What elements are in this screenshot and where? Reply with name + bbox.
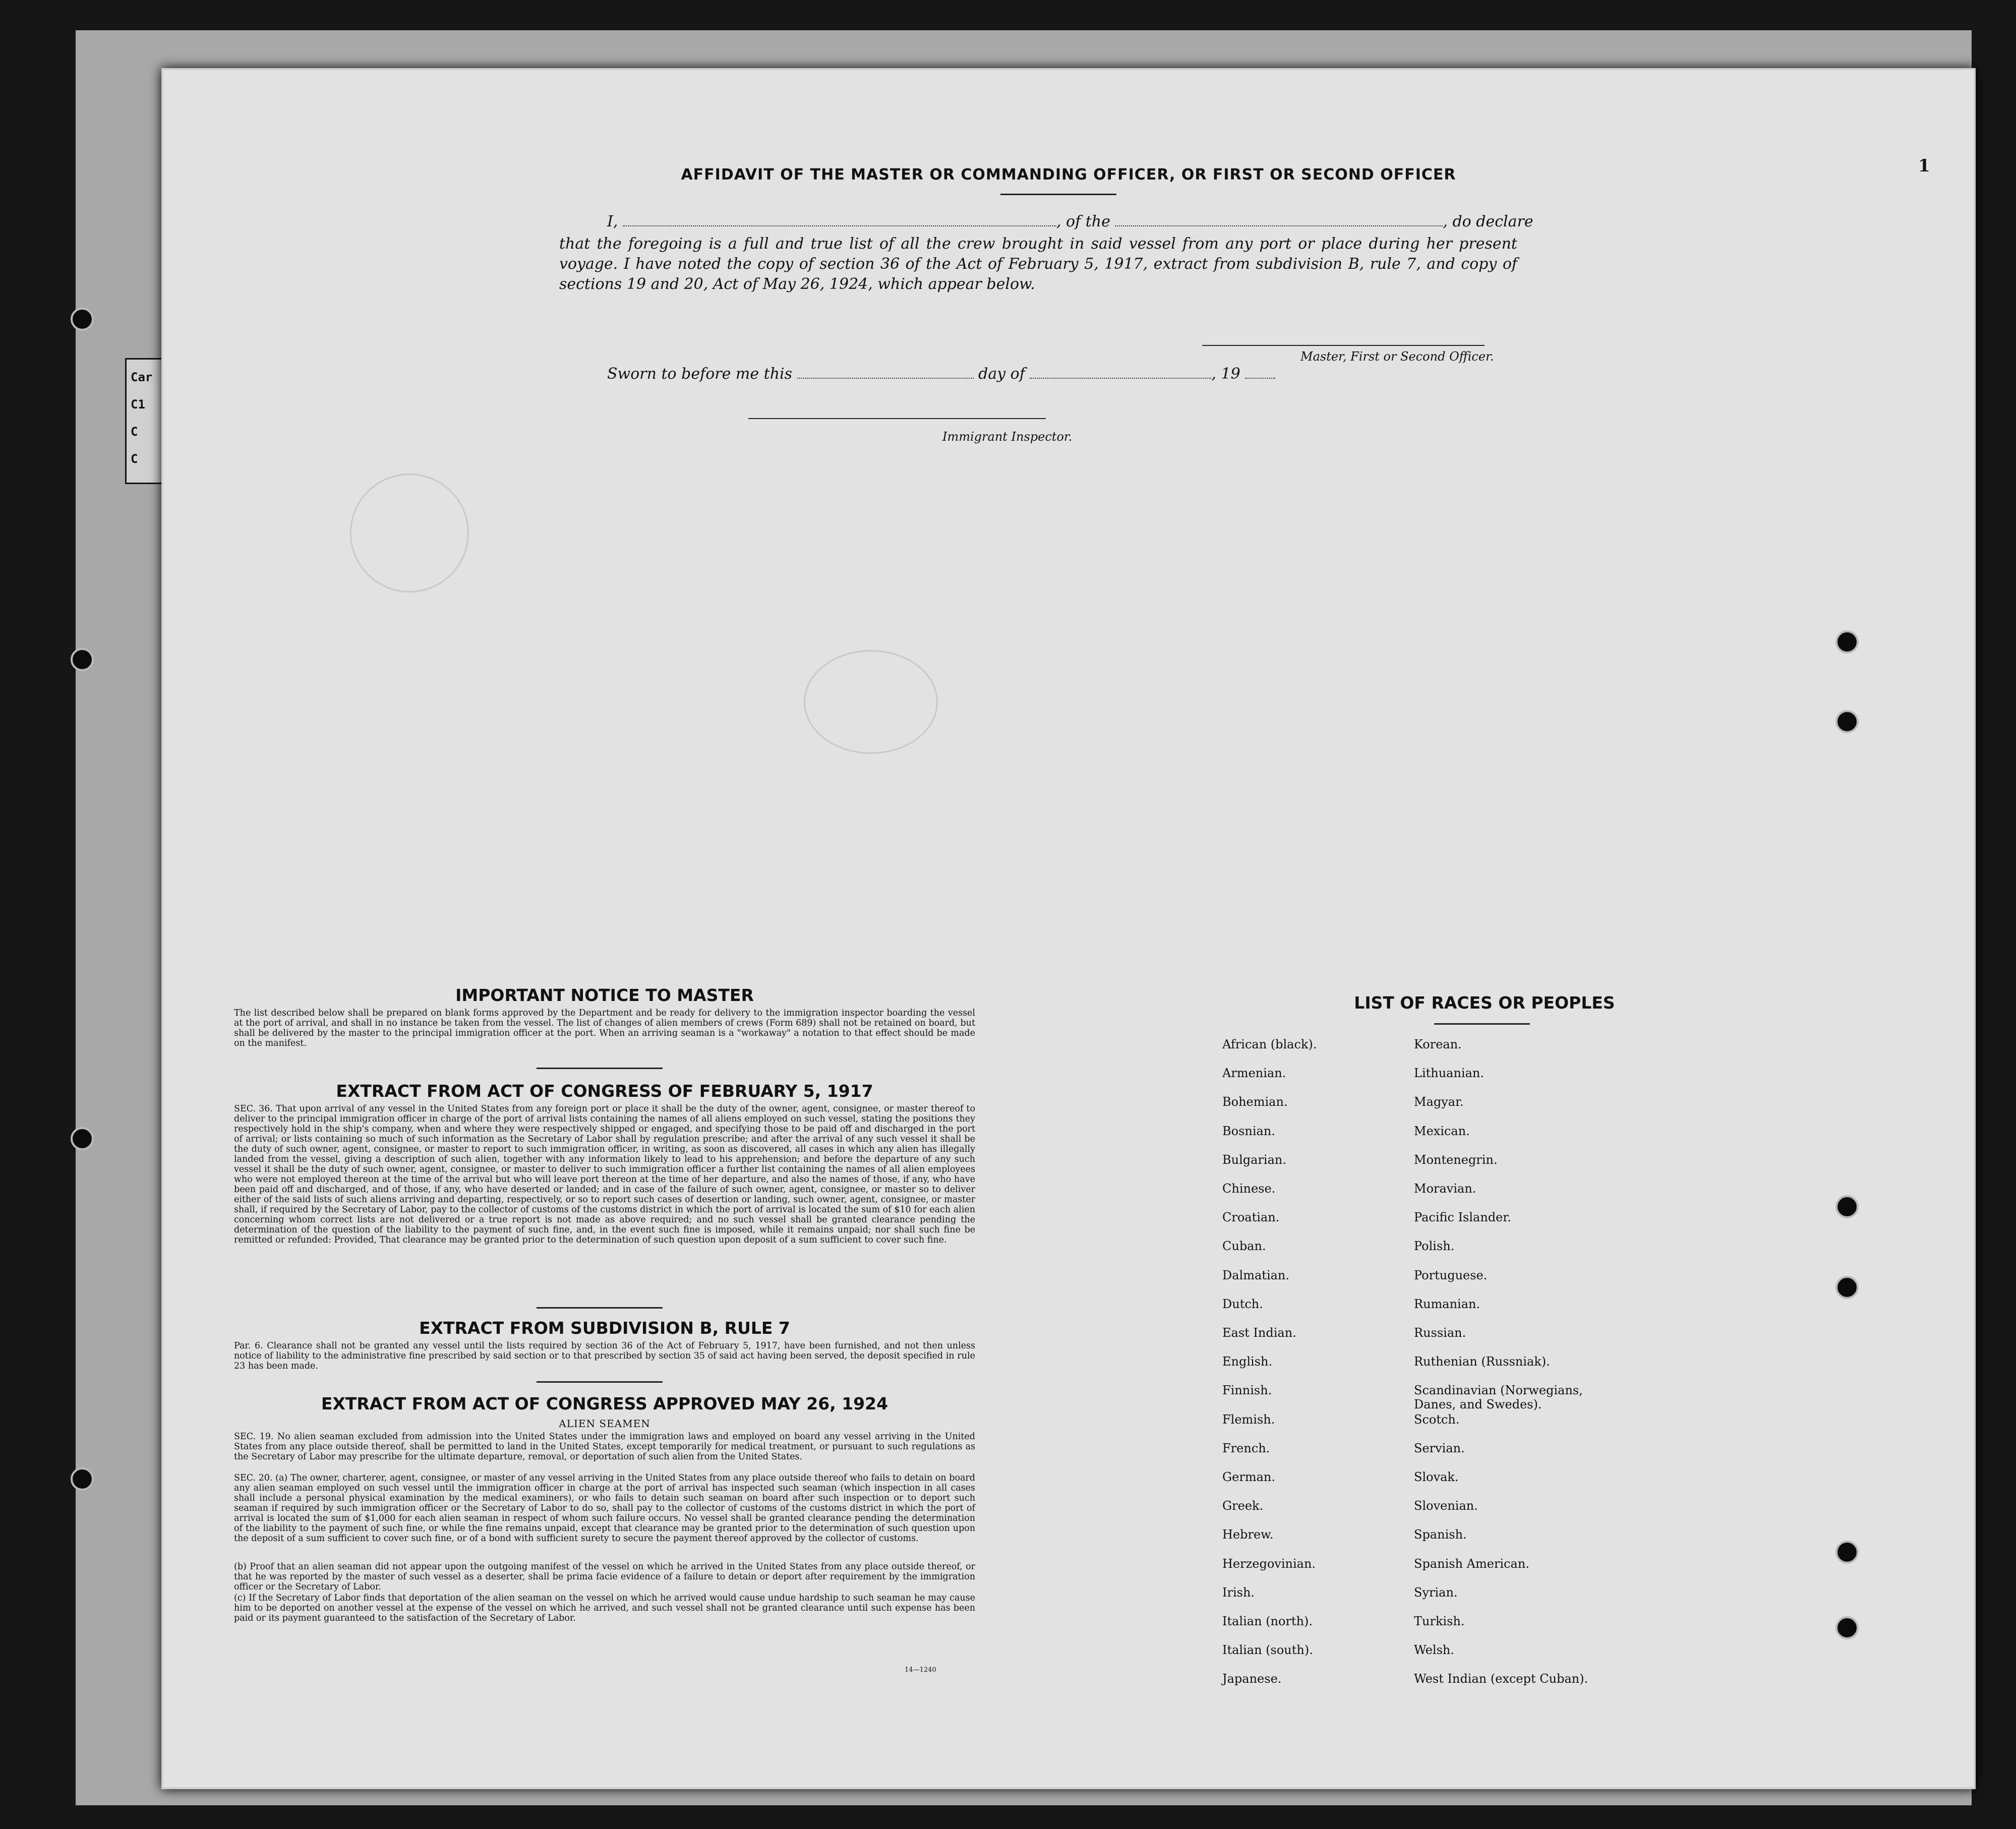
side-tab-line: C [131,452,138,466]
race-item: Scotch. [1414,1412,1460,1427]
race-item: Magyar. [1414,1095,1464,1109]
race-item: Danes, and Swedes). [1414,1397,1542,1412]
divider [1000,194,1116,195]
race-item: Welsh. [1414,1643,1454,1658]
race-item: Turkish. [1414,1614,1465,1628]
race-item: Herzegovinian. [1222,1556,1316,1571]
race-item: French. [1222,1441,1270,1455]
divider [537,1068,663,1069]
race-item: Pacific Islander. [1414,1210,1511,1225]
vessel-blank [1115,214,1443,226]
month-blank [1030,367,1211,379]
race-item: German. [1222,1470,1275,1484]
extract-1924-title: EXTRACT FROM ACT OF CONGRESS APPROVED MAY 26, 1924 [321,1394,888,1413]
race-item: Bosnian. [1222,1124,1275,1138]
race-item: Moravian. [1414,1182,1476,1196]
race-item: Mexican. [1414,1124,1470,1138]
race-item: Rumanian. [1414,1296,1480,1311]
binder-hole [71,308,94,331]
race-item: Chinese. [1222,1182,1276,1196]
race-item: East Indian. [1222,1326,1296,1340]
affidavit-i: I, [607,213,618,230]
binder-hole [1835,630,1859,654]
race-item: Croatian. [1222,1210,1280,1225]
race-item: Finnish. [1222,1383,1272,1398]
binder-hole [1835,710,1859,733]
page-number: 1 [1918,156,1930,176]
race-item: Cuban. [1222,1239,1266,1254]
master-signature-line [1202,345,1485,346]
race-item: Spanish American. [1414,1556,1529,1571]
race-item: Dalmatian. [1222,1268,1290,1282]
affidavit-title: AFFIDAVIT OF THE MASTER OR COMMANDING OFFICER, OR FIRST OR SECOND OFFICER [681,166,1456,184]
race-item: Ruthenian (Russniak). [1414,1354,1550,1369]
sworn-line [607,365,1275,383]
race-item: English. [1222,1354,1273,1369]
binder-hole [1835,1195,1859,1218]
binder-hole [71,1127,94,1150]
race-item: Bohemian. [1222,1095,1288,1109]
race-item: Korean. [1414,1037,1462,1051]
section-19-text: SEC. 19. No alien seaman excluded from admission into the United States under the immigration laws and employed on board any vessel arriving in the United States from any place outside thereof, shall be permitted to land in the United States, except temporarily for medical treatment, or pursuant to such regulations as the Secretary of Labor may prescribe for the ultimate departure, removal, or deportation of such alien from the United States. [234,1432,975,1462]
inspector-signature-line [748,418,1046,419]
faded-stamp [804,650,938,754]
side-tab-line: Car [131,370,153,384]
section-20c-text: (c) If the Secretary of Labor finds that deportation of the alien seaman on the vessel on which he arrived would cause undue hardship to such seaman he may cause him to be deported on another vessel at the expense of the vessel on which he arrived, and such vessel shall not be granted clearance until such expense has been paid or its payment guaranteed to the satisfaction of the Secretary of Labor. [234,1593,975,1623]
races-title: LIST OF RACES OR PEOPLES [1354,993,1615,1013]
race-item: Slovenian. [1414,1499,1478,1513]
rule-7-text: Par. 6. Clearance shall not be granted any vessel until the lists required by section 36 of the Act of February 5, 1917, have been furnished, and not then unless notice of liability to the administrative fine prescribed by said section or to that prescribed by section 35 of said act having been served, the deposit specified in rule 23 has been made. [234,1341,975,1371]
faded-stamp [350,474,469,593]
day-of-text: day of [978,365,1025,383]
binder-hole [71,1467,94,1491]
section-20b-text: (b) Proof that an alien seaman did not appear upon the outgoing manifest of the vessel on which he arrived in the United States from any place outside thereof, or that he was reported by the master of such vessel as a deserter, shall be prima facie evidence of a failure to detain or deport after requirement by the immigration officer or the Secretary of Labor. [234,1562,975,1592]
race-item: Russian. [1414,1326,1466,1340]
affidavit-first-line [607,213,1533,230]
race-item: West Indian (except Cuban). [1414,1672,1588,1686]
year-blank [1245,367,1275,379]
race-item: Bulgarian. [1222,1152,1286,1167]
binder-hole [1835,1276,1859,1299]
year-prefix: , 19 [1211,365,1240,383]
name-blank [623,214,1056,226]
race-item: Polish. [1414,1239,1455,1254]
binder-hole [71,648,94,671]
race-item: Slovak. [1414,1470,1459,1484]
race-item: Spanish. [1414,1527,1467,1542]
side-tab-line: C1 [131,397,145,411]
race-item: Hebrew. [1222,1527,1274,1542]
sworn-text: Sworn to before me this [607,365,793,383]
race-item: Dutch. [1222,1296,1263,1311]
affidavit-body: that the foregoing is a full and true list of all the crew brought in said vessel from any port or place during her present voyage. I have noted the copy of section 36 of the Act of February 5, 1917, extract from subdivision B, rule 7, and copy of sections 19 and 20, Act of May 26, 1924, which appear below. [559,235,1517,293]
race-item: Servian. [1414,1441,1465,1455]
day-blank [797,367,974,379]
inspector-label: Immigrant Inspector. [942,430,1073,444]
alien-seamen-subtitle: ALIEN SEAMEN [559,1418,650,1430]
race-item: Japanese. [1222,1672,1282,1686]
notice-title: IMPORTANT NOTICE TO MASTER [455,985,754,1005]
master-label: Master, First or Second Officer. [1300,349,1494,364]
race-item: Montenegrin. [1414,1152,1498,1167]
side-tab [125,358,165,484]
extract-1917-text: SEC. 36. That upon arrival of any vessel in the United States from any foreign port or place it shall be the duty of the owner, agent, consignee, or master thereof to deliver to the principal immigration officer in charge of the port of arrival lists containing the names of all aliens employed on such vessel, stating the positions they respectively hold in the ship's company, when and where they were respectively shipped or engaged, and specifying those to be paid off and discharged in the port of arrival; or lists containing so much of such information as the Secretary of Labor shall by regulation prescribe; and after the arrival of any such vessel it shall be the duty of such owner, agent, consignee, or master to report to such immigration officer, in writing, as soon as discovered, all cases in which any alien has illegally landed from the vessel, giving a description of such alien, together with any information likely to lead to his apprehension; and before the departure of any such vessel it shall be the duty of such owner, agent, consignee, or master to deliver to such immigration officer a further list containing the names of all alien employees who were not employed thereon at the time of the arrival but who will leave port thereon at the time of her departure, and also the names of those, if any, who have been paid off and discharged, and of those, if any, who have deserted or landed; and in case of the failure of such owner, agent, consignee, or master so to deliver either of the said lists of such aliens arriving and departing, respectively, or so to report such cases of desertion or landing, such owner, agent, consignee, or master shall, if required by the Secretary of Labor, pay to the collector of customs of the customs district in which the port of arrival is located the sum of $10 for each alien concerning whom correct lists are not delivered or a true report is not made as above required; and no such vessel shall be granted clearance pending the determination of the question of the liability to the payment of such fine, and, in the event such fine is imposed, while it remains unpaid; nor shall such fine be remitted or refunded: Provided, That clearance may be granted prior to the determination of such question upon deposit of a sum sufficient to cover such fine. [234,1104,975,1245]
binder-hole [1835,1541,1859,1564]
race-item: Irish. [1222,1585,1255,1600]
notice-text: The list described below shall be prepared on blank forms approved by the Department and be ready for delivery to the immigration inspector boarding the vessel at the port of arrival, and shall in no instance be taken from the vessel. The list of changes of alien members of crews (Form 689) shall not be retained on board, but shall be delivered by the master to the principal immigration officer at the port. When an arriving seaman is a "workaway" a notation to that effect should be made on the manifest. [234,1008,975,1048]
rule-7-title: EXTRACT FROM SUBDIVISION B, RULE 7 [419,1318,790,1338]
divider [537,1307,663,1309]
race-item: Scandinavian (Norwegians, [1414,1383,1583,1398]
affidavit-declare: , do declare [1443,213,1533,230]
race-item: Portuguese. [1414,1268,1488,1282]
side-tab-line: C [131,425,138,439]
divider [1434,1023,1530,1025]
divider [537,1381,663,1383]
race-item: Armenian. [1222,1066,1286,1081]
binder-hole [1835,1616,1859,1639]
document-page [161,68,1976,1789]
race-item: Italian (south). [1222,1643,1313,1658]
affidavit-of-the: , of the [1056,213,1110,230]
extract-1917-title: EXTRACT FROM ACT OF CONGRESS OF FEBRUARY 5, 1917 [336,1081,873,1101]
section-20a-text: SEC. 20. (a) The owner, charterer, agent, consignee, or master of any vessel arriving in the United States from any place outside thereof who fails to detain on board any alien seaman employed on such vessel until the immigration officer in charge at the port of arrival has inspected such seaman (which inspection in all cases shall include a personal physical examination by the medical examiners), or who fails to detain such seaman on board after such inspection or to deport such seaman if required by such immigration officer or the Secretary of Labor to do so, shall pay to the collector of customs of the customs district in which the port of arrival is located the sum of $1,000 for each alien seaman in respect of whom such failure occurs. No vessel shall be granted clearance pending the determination of the liability to the payment of such fine, or while the fine remains unpaid, except that clearance may be granted prior to the determination of such question upon the deposit of a sum sufficient to cover such fine, or of a bond with sufficient surety to secure the payment thereof approved by the collector of customs. [234,1473,975,1544]
race-item: Flemish. [1222,1412,1275,1427]
race-item: Italian (north). [1222,1614,1313,1628]
race-item: Greek. [1222,1499,1264,1513]
race-item: African (black). [1222,1037,1317,1051]
form-number: 14—1240 [905,1666,936,1674]
race-item: Syrian. [1414,1585,1458,1600]
race-item: Lithuanian. [1414,1066,1485,1081]
